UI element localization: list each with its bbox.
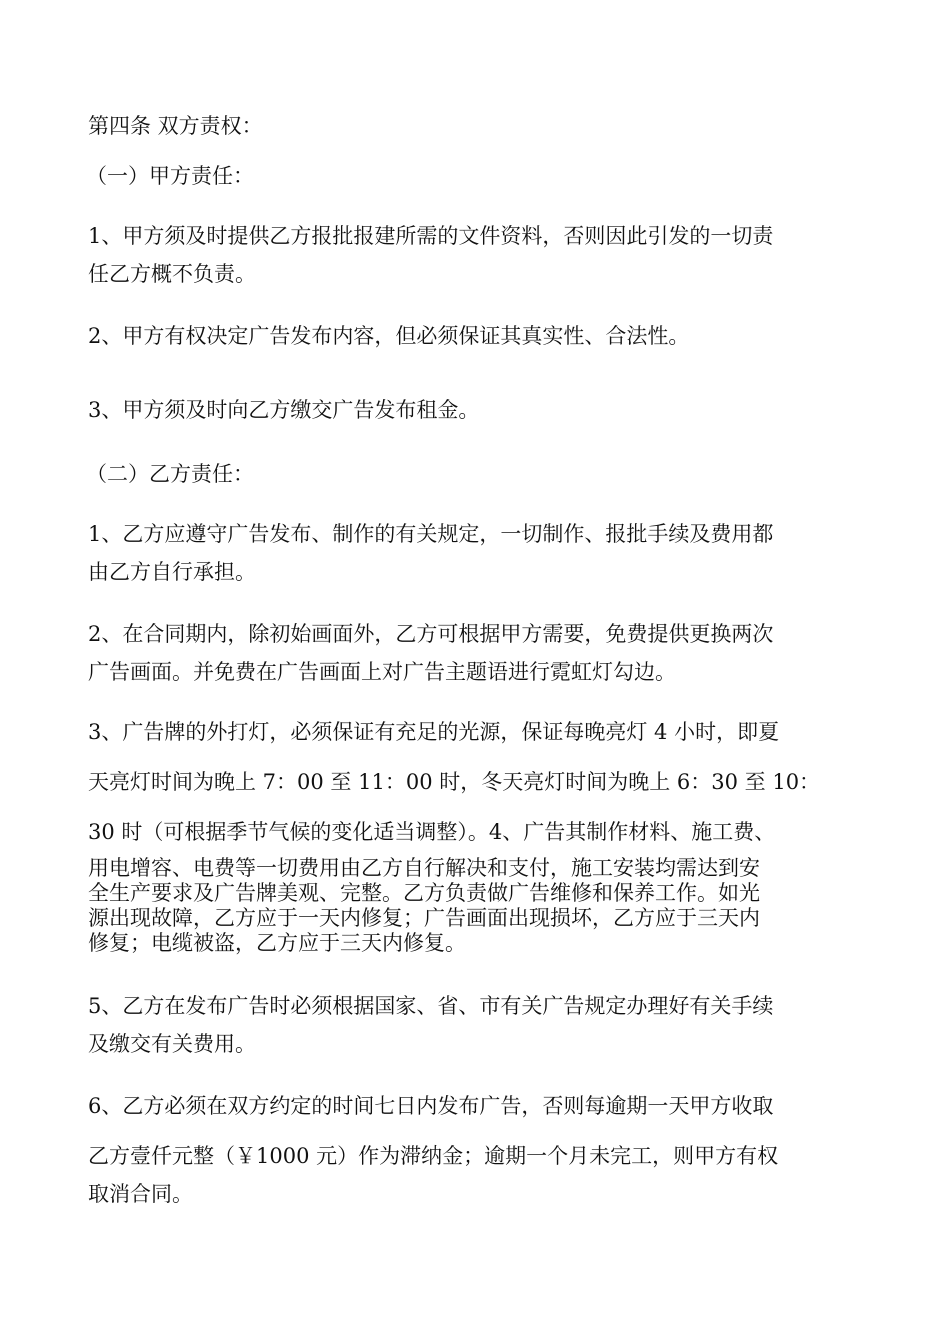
section-b-item-5-line-1: 5、乙方在发布广告时必须根据国家、省、市有关广告规定办理好有关手续 [88, 994, 774, 1018]
section-b-item-4-line-3: 源出现故障，乙方应于一天内修复；广告画面出现损坏，乙方应于三天内 [88, 906, 760, 930]
section-b-item-6-line-3: 取消合同。 [88, 1182, 193, 1206]
section-b-item-2-line-1: 2、在合同期内，除初始画面外，乙方可根据甲方需要，免费提供更换两次 [88, 622, 774, 646]
section-a-title: （一）甲方责任： [86, 164, 254, 188]
section-b-item-2-line-2: 广告画面。并免费在广告画面上对广告主题语进行霓虹灯勾边。 [88, 660, 676, 684]
section-a-item-1-line-2: 任乙方概不负责。 [88, 262, 256, 286]
section-b-item-3-line-1: 3、广告牌的外打灯，必须保证有充足的光源，保证每晚亮灯 4 小时，即夏 [88, 720, 780, 744]
section-b-item-1-line-1: 1、乙方应遵守广告发布、制作的有关规定，一切制作、报批手续及费用都 [88, 522, 774, 546]
section-b-item-4-line-2: 全生产要求及广告牌美观、完整。乙方负责做广告维修和保养工作。如光 [88, 881, 760, 905]
section-b-title: （二）乙方责任： [86, 462, 254, 486]
section-a-item-1-line-1: 1、甲方须及时提供乙方报批报建所需的文件资料，否则因此引发的一切责 [88, 224, 774, 248]
section-b-item-5-line-2: 及缴交有关费用。 [88, 1032, 256, 1056]
section-b-item-6-line-2: 乙方壹仟元整（￥1000 元）作为滞纳金；逾期一个月未完工，则甲方有权 [88, 1144, 779, 1168]
section-b-item-3-line-3: 30 时（可根据季节气候的变化适当调整）。4、广告其制作材料、施工费、 [88, 820, 776, 844]
section-b-item-4-line-4: 修复；电缆被盗，乙方应于三天内修复。 [88, 931, 466, 955]
section-a-item-2: 2、甲方有权决定广告发布内容，但必须保证其真实性、合法性。 [88, 324, 690, 348]
article-heading: 第四条 双方责权： [88, 114, 263, 138]
section-a-item-3: 3、甲方须及时向乙方缴交广告发布租金。 [88, 398, 480, 422]
section-b-item-1-line-2: 由乙方自行承担。 [88, 560, 256, 584]
section-b-item-6-line-1: 6、乙方必须在双方约定的时间七日内发布广告，否则每逾期一天甲方收取 [88, 1094, 774, 1118]
section-b-item-4-line-1: 用电增容、电费等一切费用由乙方自行解决和支付，施工安装均需达到安 [88, 856, 760, 880]
section-b-item-3-line-2: 天亮灯时间为晚上 7：00 至 11：00 时，冬天亮灯时间为晚上 6：30 至 10： [88, 770, 821, 794]
